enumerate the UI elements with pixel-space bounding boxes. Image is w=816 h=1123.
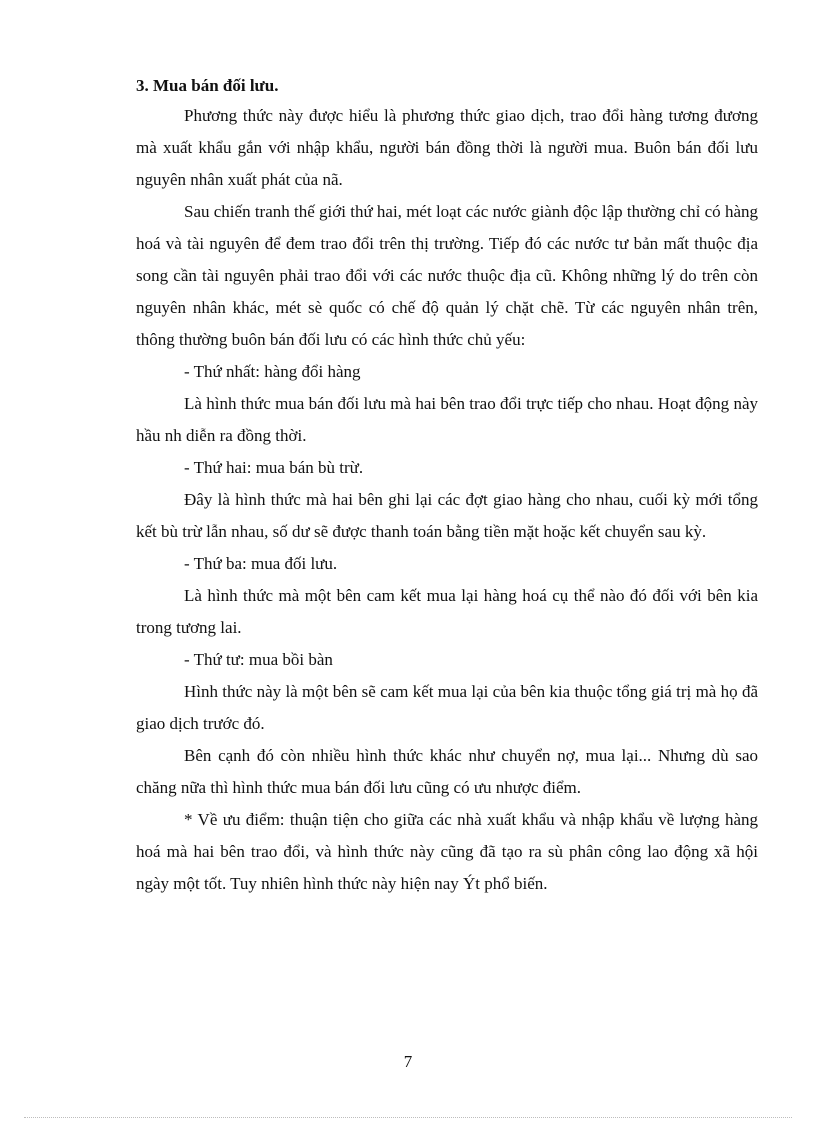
paragraph-other-forms: Bên cạnh đó còn nhiều hình thức khác như chuyển nợ, mua lại... Nhưng dù sao chăng nữa thì hình thức mua bán đối lưu cũng có ưu nhược điểm. [136, 746, 758, 797]
paragraph-form-1: Là hình thức mua bán đối lưu mà hai bên trao đổi trực tiếp cho nhau. Hoạt động này hầu nh diễn ra đồng thời. [136, 394, 758, 445]
form-item-1: - Thứ nhất: hàng đổi hàng [184, 362, 361, 381]
form-item-3: - Thứ ba: mua đối lưu. [184, 554, 338, 573]
form-item-4: - Thứ tư: mua bồi bàn [184, 650, 333, 669]
paragraph-form-4: Hình thức này là một bên sẽ cam kết mua lại của bên kia thuộc tổng giá trị mà họ đã giao dịch trước đó. [136, 682, 758, 733]
page-bottom-divider [24, 1117, 792, 1118]
paragraph-origin: Sau chiến tranh thế giới thứ hai, mét loạt các nước giành độc lập thường chỉ có hàng hoá và tài nguyên để đem trao đổi trên thị trường. Tiếp đó các nước tư bản mất thuộc địa song cần tài nguyên phải trao đổi với các nước thuộc địa cũ. Không những lý do trên còn nguyên nhân khác, mét sè quốc có chế độ quản lý chặt chẽ. Từ các nguyên nhân trên, thông thường buôn bán đối lưu có các hình thức chủ yếu: [136, 202, 758, 349]
paragraph-definition: Phương thức này được hiểu là phương thức giao dịch, trao đổi hàng tương đương mà xuất khẩu gắn với nhập khẩu, người bán đồng thời là người mua. Buôn bán đối lưu nguyên nhân xuất phát của nã. [136, 106, 758, 189]
page-number: 7 [403, 1052, 413, 1071]
paragraph-form-2: Đây là hình thức mà hai bên ghi lại các đợt giao hàng cho nhau, cuối kỳ mới tổng kết bù trừ lẫn nhau, số dư sẽ được thanh toán bằng tiền mặt hoặc kết chuyển sau kỳ. [136, 490, 758, 541]
form-item-2: - Thứ hai: mua bán bù trừ. [184, 458, 364, 477]
section-heading: 3. Mua bán đối lưu. [136, 76, 279, 95]
paragraph-form-3: Là hình thức mà một bên cam kết mua lại hàng hoá cụ thể nào đó đối với bên kia trong tương lai. [136, 586, 758, 637]
paragraph-advantages: * Về ưu điểm: thuận tiện cho giữa các nhà xuất khẩu và nhập khẩu về lượng hàng hoá mà hai bên trao đổi, và hình thức này cũng đã tạo ra sù phân công lao động xã hội ngày một tốt. Tuy nhiên hình thức này hiện nay Ýt phổ biến. [136, 810, 758, 893]
page-content [136, 76, 758, 900]
